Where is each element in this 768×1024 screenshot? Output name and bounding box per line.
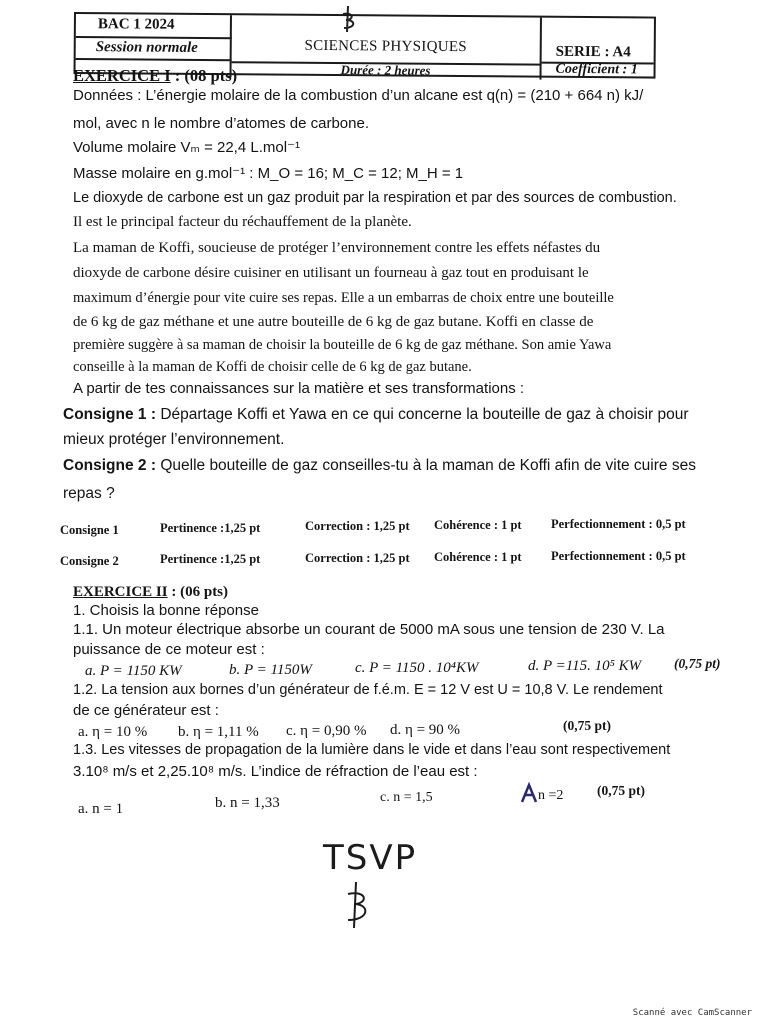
scanner-footer: Scanné avec CamScanner (632, 1008, 752, 1018)
consigne-1 (63, 405, 689, 425)
q12-option-b: b. η = 1,11 % (178, 724, 259, 740)
coefficient: Coefficient : 1 (555, 61, 638, 78)
exercise-1-heading (73, 66, 237, 86)
consigne-2-label: Consigne 2 : (63, 457, 157, 474)
q13-points: (0,75 pt) (597, 783, 645, 798)
q12-option-d: d. η = 90 % (390, 722, 461, 738)
q11-points: (0,75 pt) (674, 656, 721, 671)
q13-option-a: a. n = 1 (78, 801, 124, 817)
ex1-line-6: Il est le principal facteur du réchauffement de la planète. (73, 214, 412, 230)
session: Session normale (76, 38, 232, 61)
q12-points: (0,75 pt) (563, 718, 611, 733)
grading-2-name: Consigne 2 (60, 554, 119, 568)
q11-option-a: a. P = 1150 KW (85, 663, 182, 679)
ex1-line-5: Le dioxyde de carbone est un gaz produit par la respiration et par des sources de combustion. (73, 190, 677, 206)
exercise-2-title: EXERCICE II (73, 584, 168, 600)
q12-option-a: a. η = 10 % (78, 724, 148, 740)
serie: SERIE : A4 (542, 18, 654, 65)
signature-mark-bottom (338, 880, 378, 930)
ex1-line-1: Données : L’énergie molaire de la combustion d’un alcane est q(n) = (210 + 664 n) kJ/ (73, 87, 644, 104)
exercise-2-points: : (06 pts) (171, 584, 229, 600)
bac-year: BAC 1 2024 (76, 14, 232, 39)
q13-option-b: b. n = 1,33 (215, 795, 280, 811)
q11-option-c: c. P = 1150 . 10⁴KW (355, 660, 479, 676)
q12-line-2: de ce générateur est : (73, 702, 219, 719)
grading-1-coherence: Cohérence : 1 pt (434, 518, 522, 532)
check-mark-icon (520, 782, 540, 804)
ex1-line-2: mol, avec n le nombre d’atomes de carbone. (73, 115, 369, 132)
q13-option-c: c. n = 1,5 (380, 790, 433, 805)
q11-option-d: d. P =115. 10⁵ KW (528, 658, 642, 674)
ex1-line-4: Masse molaire en g.mol⁻¹ : M_O = 16; M_C = 12; M_H = 1 (73, 165, 464, 182)
consigne-2-text-2: repas ? (63, 485, 115, 502)
consigne-1-label: Consigne 1 : (63, 406, 157, 423)
q11-option-b: b. P = 1150W (229, 662, 312, 678)
q11-line-2: puissance de ce moteur est : (73, 641, 265, 658)
handwritten-tsvp: TSVP (323, 838, 418, 878)
exercise-1-points: : (08 pts) (174, 66, 238, 85)
duration: Durée : 2 heures (231, 61, 541, 79)
ex1-line-11: première suggère à sa maman de choisir la bouteille de 6 kg de gaz méthane. Son amie Yawa (73, 337, 612, 353)
consigne-2-text: Quelle bouteille de gaz conseilles-tu à la maman de Koffi afin de vite cuire ses (160, 457, 696, 474)
consigne-1-text: Départage Koffi et Yawa en ce qui concerne la bouteille de gaz à choisir pour (160, 406, 689, 423)
grading-1-correction: Correction : 1,25 pt (305, 519, 410, 533)
consigne-2 (63, 456, 696, 476)
consigne-1-text-2: mieux protéger l’environnement. (63, 431, 285, 448)
grading-2-pertinence: Pertinence :1,25 pt (160, 552, 261, 566)
q13-line-1: 1.3. Les vitesses de propagation de la lumière dans le vide et dans l’eau sont respectivement (73, 742, 671, 758)
grading-1-pertinence: Pertinence :1,25 pt (160, 521, 261, 535)
grading-2-correction: Correction : 1,25 pt (305, 551, 410, 565)
subject: SCIENCES PHYSIQUES (232, 15, 542, 63)
q13-line-2: 3.10⁸ m/s et 2,25.10⁸ m/s. L’indice de réfraction de l’eau est : (73, 763, 478, 780)
exercise-1-title: EXERCICE I (73, 66, 171, 85)
ex1-line-3: Volume molaire Vₘ = 22,4 L.mol⁻¹ (73, 139, 300, 156)
q12-option-c: c. η = 0,90 % (286, 723, 367, 739)
ex1-line-9: maximum d’énergie pour vite cuire ses repas. Elle a un embarras de choix entre une bouteille (73, 290, 614, 306)
grading-1-name: Consigne 1 (60, 523, 119, 537)
q12-line-1: 1.2. La tension aux bornes d’un générateur de f.é.m. E = 12 V est U = 10,8 V. Le rendement (73, 682, 663, 698)
ex1-line-13: A partir de tes connaissances sur la matière et ses transformations : (73, 380, 525, 397)
ex1-line-8: dioxyde de carbone désire cuisiner en utilisant un fourneau à gaz tout en produisant le (73, 265, 589, 281)
q13-option-d: n =2 (538, 788, 564, 803)
ex1-line-10: de 6 kg de gaz méthane et une autre bouteille de 6 kg de gaz butane. Koffi en classe de (73, 314, 594, 330)
q11-line-1: 1.1. Un moteur électrique absorbe un courant de 5000 mA sous une tension de 230 V. La (73, 621, 665, 638)
ex2-instruction: 1. Choisis la bonne réponse (73, 602, 259, 619)
exercise-2-heading (73, 582, 228, 602)
ex1-line-7: La maman de Koffi, soucieuse de protéger l’environnement contre les effets néfastes du (73, 240, 601, 256)
grading-1-perfection: Perfectionnement : 0,5 pt (551, 517, 686, 531)
grading-2-perfection: Perfectionnement : 0,5 pt (551, 549, 686, 563)
grading-2-coherence: Cohérence : 1 pt (434, 550, 522, 564)
ex1-line-12: conseille à la maman de Koffi de choisir celle de 6 kg de gaz butane. (73, 359, 472, 375)
